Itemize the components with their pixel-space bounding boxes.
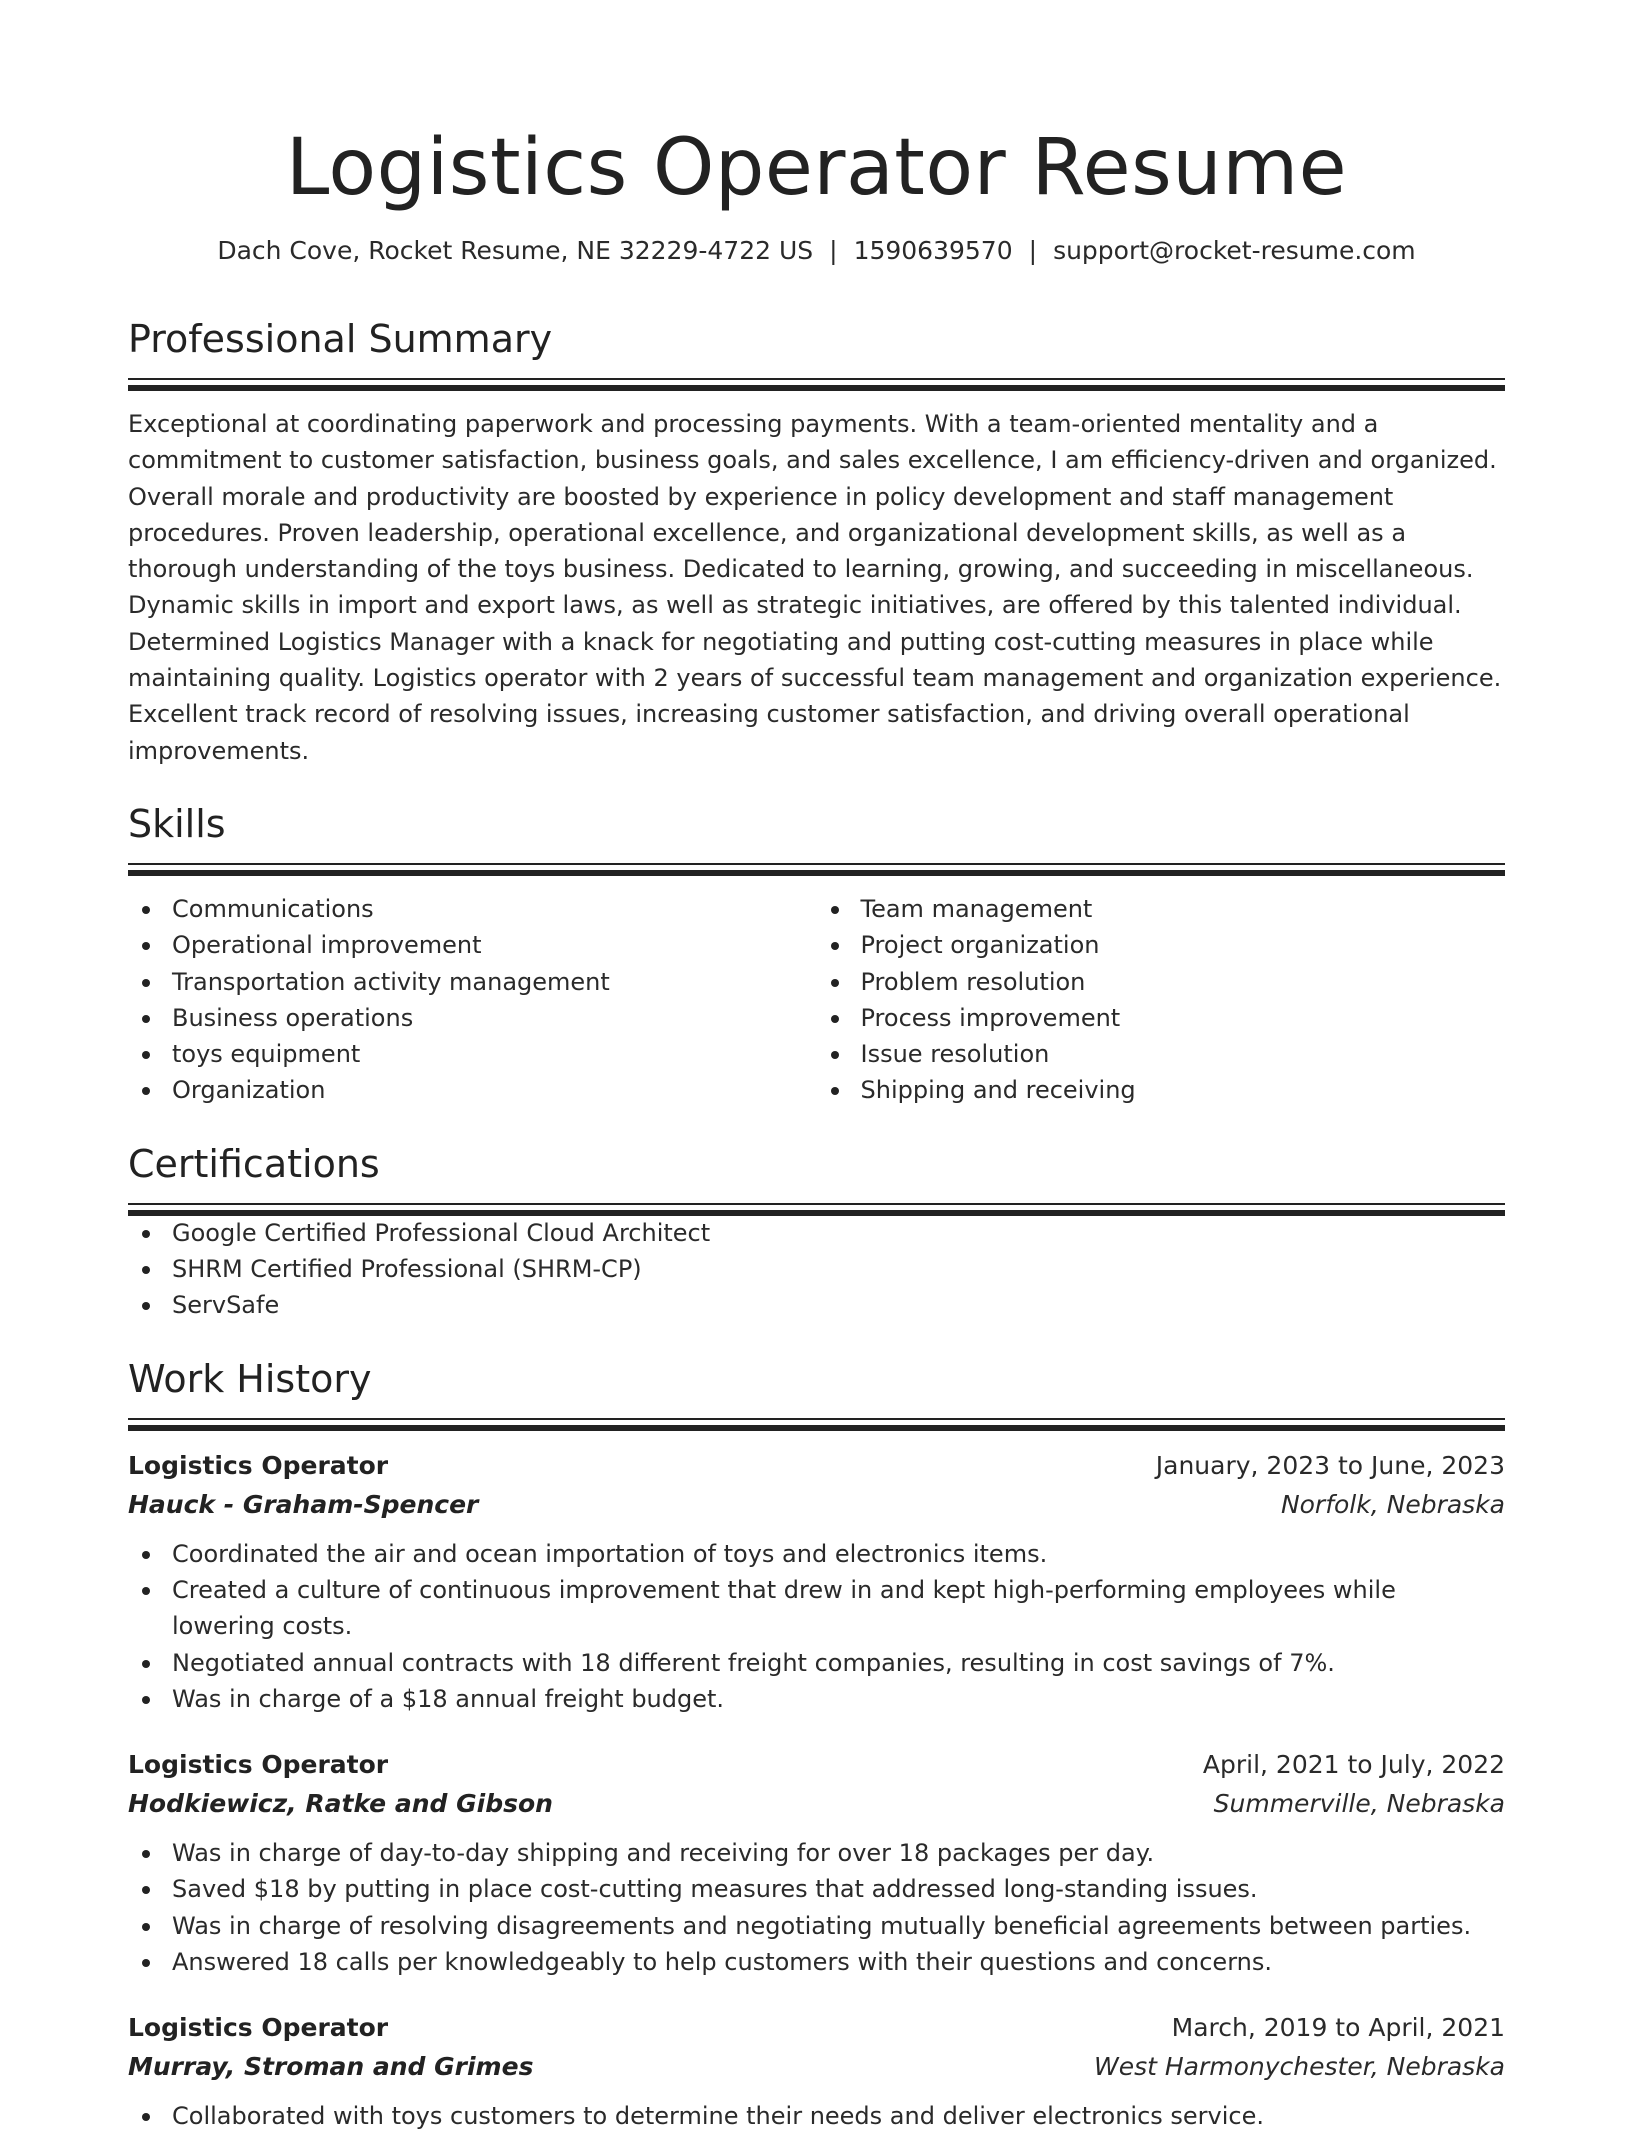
job-title: Logistics Operator (128, 1750, 389, 1780)
job-dates: January, 2023 to June, 2023 (1155, 1450, 1505, 1480)
skill-item: Operational improvement (172, 927, 817, 963)
contact-email[interactable]: support@rocket-resume.com (1053, 236, 1416, 265)
skill-item: Transportation activity management (172, 964, 817, 1000)
summary-text: Exceptional at coordinating paperwork and processing payments. With a team-oriented mentality and a commitment to customer satisfaction, business goals, and sales excellence, I am efficiency-driven and organized. Overall morale and productivity are boosted by experience in policy development and staff management procedures. Proven leadership, operational excellence, and organizational development skills, as well as a thorough understanding of the toys business. Dedicated to learning, growing, and succeeding in miscellaneous. Dynamic skills in import and export laws, as well as strategic initiatives, are offered by this talented individual. Determined Logistics Manager with a knack for negotiating and putting cost-cutting measures in place while maintaining quality. Logistics operator with 2 years of successful team management and organization experience. Excellent track record of resolving issues, increasing customer satisfaction, and driving overall operational improvements. (128, 410, 1502, 765)
contact-address: Dach Cove, Rocket Resume, NE 32229-4722 US (217, 236, 814, 265)
skill-item: Shipping and receiving (861, 1072, 1506, 1108)
skills-list-right (817, 891, 1506, 1109)
job-title: Logistics Operator (128, 1450, 389, 1480)
section-divider (128, 378, 1505, 390)
job-bullet: Created a culture of continuous improvement that drew in and kept high-performing employees while lowering costs. (172, 1572, 1505, 1645)
job-entry (128, 1745, 1505, 1980)
contact-separator: | (829, 236, 838, 265)
job-company: Hodkiewicz, Ratke and Gibson (128, 1789, 553, 1819)
skill-item: Business operations (172, 1000, 817, 1036)
skill-item: Process improvement (861, 1000, 1506, 1036)
skills-list-left (128, 891, 817, 1109)
job-bullet: Coordinated the air and ocean importation of toys and electronics items. (172, 1536, 1505, 1572)
skill-item: Organization (172, 1072, 817, 1108)
job-dates: April, 2021 to July, 2022 (1202, 1750, 1505, 1780)
job-bullet: Was in charge of day-to-day shipping and receiving for over 18 packages per day. (172, 1835, 1505, 1871)
job-location: West Harmonychester, Nebraska (1094, 2052, 1505, 2082)
certifications-section (128, 1139, 1505, 1324)
job-location: Summerville, Nebraska (1213, 1789, 1505, 1819)
job-bullet: Negotiated annual contracts with 18 different freight companies, resulting in cost savings of 7%. (172, 1645, 1505, 1681)
summary-section (128, 314, 1505, 769)
certifications-heading: Certifications (128, 1141, 380, 1186)
resume-title: Logistics Operator Resume (285, 123, 1348, 213)
skill-item: toys equipment (172, 1036, 817, 1072)
contact-line (128, 234, 1505, 268)
skill-item: Issue resolution (861, 1036, 1506, 1072)
work-history-heading: Work History (128, 1356, 372, 1401)
section-divider (128, 1203, 1505, 1215)
job-bullet: Collaborated with toys customers to determine their needs and deliver electronics service. (172, 2098, 1505, 2134)
skill-item: Problem resolution (861, 964, 1506, 1000)
section-divider (128, 1418, 1505, 1430)
certification-item: ServSafe (172, 1287, 1505, 1323)
skill-item: Team management (861, 891, 1506, 927)
job-title: Logistics Operator (128, 2013, 389, 2043)
certification-item: Google Certified Professional Cloud Architect (172, 1215, 1505, 1251)
contact-phone: 1590639570 (853, 236, 1013, 265)
job-entry (128, 1446, 1505, 1717)
job-bullet: Saved $18 by putting in place cost-cutting measures that addressed long-standing issues. (172, 1871, 1505, 1907)
job-bullets (128, 1536, 1505, 1717)
skill-item: Project organization (861, 927, 1506, 963)
job-bullets (128, 1835, 1505, 1980)
job-company: Murray, Stroman and Grimes (128, 2052, 534, 2082)
skills-grid (128, 891, 1505, 1109)
certification-item: SHRM Certified Professional (SHRM-CP) (172, 1251, 1505, 1287)
job-bullet: Answered 18 calls per knowledgeably to help customers with their questions and concerns. (172, 1944, 1505, 1980)
job-dates: March, 2019 to April, 2021 (1171, 2013, 1505, 2043)
contact-separator: | (1028, 236, 1038, 265)
job-entry (128, 2008, 1505, 2134)
certifications-list (128, 1215, 1505, 1324)
job-company: Hauck - Graham-Spencer (128, 1489, 479, 1519)
job-location: Norfolk, Nebraska (1280, 1489, 1505, 1519)
skills-section (128, 799, 1505, 1109)
skills-heading: Skills (128, 801, 226, 846)
skill-item: Communications (172, 891, 817, 927)
job-bullets (128, 2098, 1505, 2134)
job-bullet: Was in charge of resolving disagreements and negotiating mutually beneficial agreements between parties. (172, 1908, 1505, 1944)
job-bullet: Was in charge of a $18 annual freight budget. (172, 1681, 1505, 1717)
work-history-section (128, 1354, 1505, 2135)
summary-heading: Professional Summary (128, 317, 553, 361)
resume-page (128, 0, 1505, 2135)
section-divider (128, 863, 1505, 875)
